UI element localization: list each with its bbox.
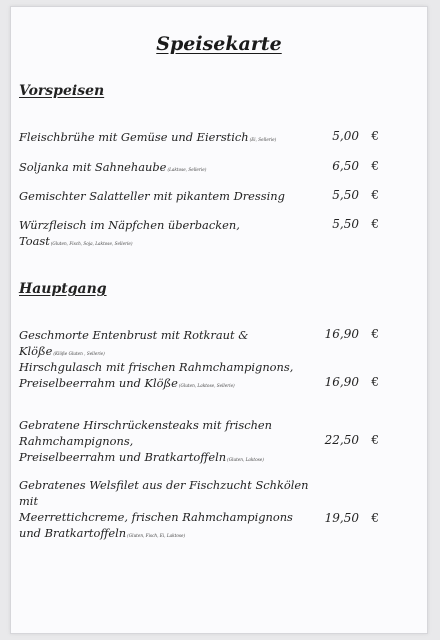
dish-name: Geschmorte Entenbrust mit Rotkraut & Klöße (19, 328, 249, 358)
dish-name: Soljanka mit Sahnehaube (19, 160, 167, 174)
dish-name: Würzfleisch im Näpfchen überbacken, Toast (19, 218, 240, 248)
dish-price: 16,90 (324, 375, 359, 389)
allergen-note: (Klöße Gluten , Sellerie) (53, 351, 105, 356)
menu-item (19, 417, 339, 468)
dish-name-line: Gebratenes Welsfilet aus der Fischzucht Schkölen mit (19, 478, 309, 508)
menu-page (10, 6, 428, 634)
currency-symbol: € (371, 375, 379, 389)
dish-name-line: Preiselbeerrahm und Bratkartoffeln (19, 450, 227, 464)
menu-item (19, 477, 319, 544)
menu-item (19, 188, 319, 204)
currency-symbol: € (371, 433, 379, 447)
dish-name-line: Meerrettichcreme, frischen Rahmchampignons (19, 510, 293, 524)
menu-item (19, 327, 319, 362)
currency-symbol: € (371, 159, 379, 173)
dish-price: 19,50 (324, 511, 359, 525)
dish-name-line: Hirschgulasch mit frischen Rahmchampignons, (19, 360, 294, 374)
dish-price: 6,50 (332, 159, 359, 173)
page-title: Speisekarte (156, 33, 282, 55)
allergen-note: (Ei, Sellerie) (249, 137, 277, 142)
allergen-note: (Laktose, Sellerie) (167, 167, 207, 172)
currency-symbol: € (371, 217, 379, 231)
dish-name-line: Preiselbeerrahm und Klöße (19, 376, 178, 390)
menu-item (19, 359, 319, 394)
dish-name: Fleischbrühe mit Gemüse und Eierstich (19, 130, 249, 144)
allergen-note: (Gluten, Laktose, Sellerie) (178, 383, 235, 388)
currency-symbol: € (371, 511, 379, 525)
dish-price: 16,90 (324, 327, 359, 341)
allergen-note: (Gluten, Fisch, Soja, Laktose, Sellerie) (50, 241, 133, 246)
dish-price: 5,50 (332, 188, 359, 202)
allergen-note: (Gluten, Fisch, Ei, Laktose) (127, 533, 186, 538)
currency-symbol: € (371, 129, 379, 143)
dish-price: 22,50 (324, 433, 359, 447)
section-heading-hauptgang: Hauptgang (19, 281, 107, 297)
dish-name-line: und Bratkartoffeln (19, 526, 127, 540)
dish-price: 5,00 (332, 129, 359, 143)
dish-name: Gemischter Salatteller mit pikantem Dressing (19, 189, 285, 203)
dish-price: 5,50 (332, 217, 359, 231)
menu-item (19, 159, 319, 178)
allergen-note: (Gluten, Laktose) (227, 457, 264, 462)
menu-item (19, 217, 319, 252)
currency-symbol: € (371, 327, 379, 341)
menu-item (19, 129, 319, 148)
dish-name-line: Gebratene Hirschrückensteaks mit frischen Rahmchampignons, (19, 418, 273, 448)
section-heading-vorspeisen: Vorspeisen (19, 83, 105, 99)
currency-symbol: € (371, 188, 379, 202)
